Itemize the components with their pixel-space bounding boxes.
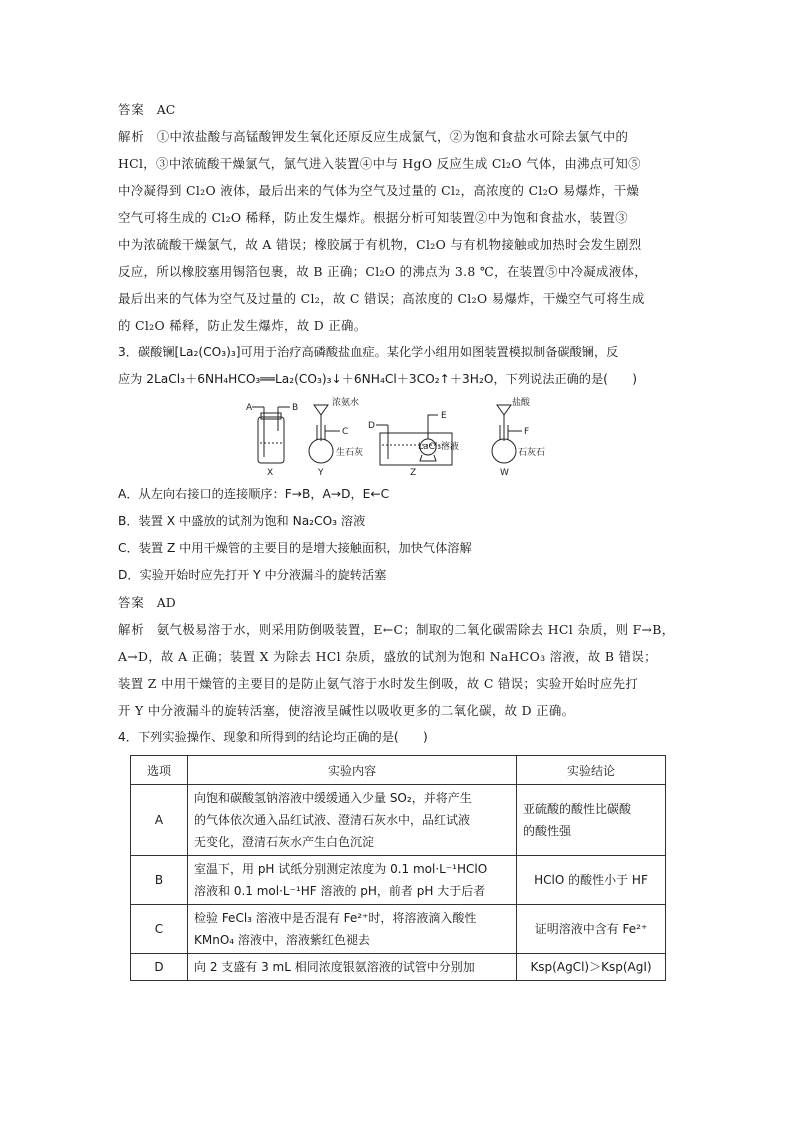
q2-explanation [118, 123, 678, 339]
row-conclusion: HClO 的酸性小于 HF [517, 856, 666, 905]
apparatus-diagram [242, 395, 546, 479]
label-limestone: 石灰石 [518, 448, 546, 458]
table-row [131, 785, 666, 856]
header-content: 实验内容 [188, 756, 517, 785]
label-y: Y [318, 468, 324, 478]
label-w: W [500, 468, 509, 478]
bottle-x [258, 417, 284, 463]
row-content: 向 2 支盛有 3 mL 相同浓度银氨溶液的试管中分别加 [188, 954, 517, 981]
explanation-line: 开 Y 中分液漏斗的旋转活塞，使溶液呈碱性以吸收更多的二氧化碳，故 D 正确。 [118, 703, 575, 718]
explanation-label: 解析 [118, 622, 145, 637]
table-header-row [131, 756, 666, 785]
q3-stem: 3．碳酸镧[La₂(CO₃)₃]可用于治疗高磷酸盐血症。某化学小组用如图装置模拟制备碳酸镧，反 应为 2LaCl₃＋6NH₄HCO₃══La₂(CO₃)₃↓＋6NH₄Cl＋3CO₂↑＋3H₂O，下列说法正确的是( ) [118, 345, 638, 386]
q3-options [118, 481, 678, 589]
row-conclusion: 亚硫酸的酸性比碳酸 的酸性强 [517, 785, 666, 856]
q3-answer [118, 589, 678, 616]
label-quicklime: 生石灰 [336, 448, 364, 458]
option-c: C．装置 Z 中用干燥管的主要目的是增大接触面积，加快气体溶解 [118, 541, 472, 555]
explanation-line: 解析 氨气极易溶于水，则采用防倒吸装置，E←C；制取的二氧化碳需除去 HCl 杂质，则 F→B， [118, 622, 675, 637]
explanation-line: A→D，故 A 正确；装置 X 为除去 HCl 杂质，盛放的试剂为饱和 NaHCO₃ 溶液，故 B 错误； [118, 649, 657, 664]
row-content: 室温下，用 pH 试纸分别测定浓度为 0.1 mol·L⁻¹HClO 溶液和 0.1 mol·L⁻¹HF 溶液的 pH，前者 pH 大于后者 [188, 856, 517, 905]
label-d: D [368, 421, 375, 431]
label-f: F [524, 427, 530, 437]
explanation-label: 解析 [118, 129, 145, 144]
answer-value: AC [156, 102, 176, 117]
explanation-line: 反应，所以橡胶塞用锡箔包裹，故 B 正确；Cl₂O 的沸点为 3.8 ℃，在装置⑤中冷凝成液体， [118, 264, 648, 279]
explanation-line: 解析 ①中浓盐酸与高锰酸钾发生氧化还原反应生成氯气，②为饱和食盐水可除去氯气中的 [118, 129, 629, 144]
apparatus-figure [118, 395, 678, 479]
experiment-table [130, 755, 666, 981]
label-a: A [246, 403, 253, 413]
explanation-line: 中冷凝得到 Cl₂O 液体，最后出来的气体为空气及过量的 Cl₂，高浓度的 Cl₂O 易爆炸，干燥 [118, 183, 640, 198]
row-option: D [131, 954, 188, 981]
table-row [131, 954, 666, 981]
row-option: A [131, 785, 188, 856]
label-x: X [267, 468, 274, 478]
option-b: B．装置 X 中盛放的试剂为饱和 Na₂CO₃ 溶液 [118, 514, 366, 528]
label-c: C [342, 427, 349, 437]
table-row [131, 856, 666, 905]
explanation-line: 的 Cl₂O 稀释，防止发生爆炸，故 D 正确。 [118, 318, 367, 333]
row-content: 检验 FeCl₃ 溶液中是否混有 Fe²⁺时，将溶液滴入酸性 KMnO₄ 溶液中，溶液紫红色褪去 [188, 905, 517, 954]
explanation-line: 中为浓硫酸干燥氯气，故 A 错误；橡胶属于有机物，Cl₂O 与有机物接触或加热时会发生剧烈 [118, 237, 642, 252]
explanation-line: 装置 Z 中用干燥管的主要目的是防止氨气溶于水时发生倒吸，故 C 错误；实验开始时应先打 [118, 676, 639, 691]
document-page [118, 96, 678, 981]
explanation-line: 空气可将生成的 Cl₂O 稀释，防止发生爆炸。根据分析可知装置②中为饱和食盐水，装置③ [118, 210, 628, 225]
label-z: Z [410, 468, 417, 478]
row-option: C [131, 905, 188, 954]
label-b: B [292, 403, 299, 413]
answer-label: 答案 [118, 595, 145, 610]
q3-explanation [118, 616, 678, 724]
table-row [131, 905, 666, 954]
header-option: 选项 [131, 756, 188, 785]
label-e: E [441, 411, 447, 421]
row-conclusion: Ksp(AgCl)＞Ksp(AgI) [517, 954, 666, 981]
option-d: D．实验开始时应先打开 Y 中分液漏斗的旋转活塞 [118, 568, 387, 582]
q2-answer [118, 96, 678, 123]
explanation-line: HCl，③中浓硫酸干燥氯气，氯气进入装置④中与 HgO 反应生成 Cl₂O 气体，由沸点可知⑤ [118, 156, 641, 171]
flask-w [492, 439, 516, 463]
label-hcl: 盐酸 [512, 398, 531, 408]
row-content: 向饱和碳酸氢钠溶液中缓缓通入少量 SO₂，并将产生 的气体依次通入品红试液、澄清石灰水中，品红试液 无变化，澄清石灰水产生白色沉淀 [188, 785, 517, 856]
answer-label: 答案 [118, 102, 145, 117]
explanation-line: 最后出来的气体为空气及过量的 Cl₂，故 C 错误；高浓度的 Cl₂O 易爆炸，干燥空气可将生成 [118, 291, 645, 306]
answer-value: AD [156, 595, 176, 610]
row-option: B [131, 856, 188, 905]
header-conclusion: 实验结论 [517, 756, 666, 785]
label-lacl3: LaCl₃溶液 [418, 442, 459, 452]
flask-y [309, 439, 333, 463]
row-conclusion: 证明溶液中含有 Fe²⁺ [517, 905, 666, 954]
label-ammonia: 浓氨水 [332, 398, 360, 408]
q4-stem: 4．下列实验操作、现象和所得到的结论均正确的是( ) [118, 730, 428, 744]
option-a: A．从左向右接口的连接顺序：F→B，A→D，E←C [118, 487, 390, 501]
